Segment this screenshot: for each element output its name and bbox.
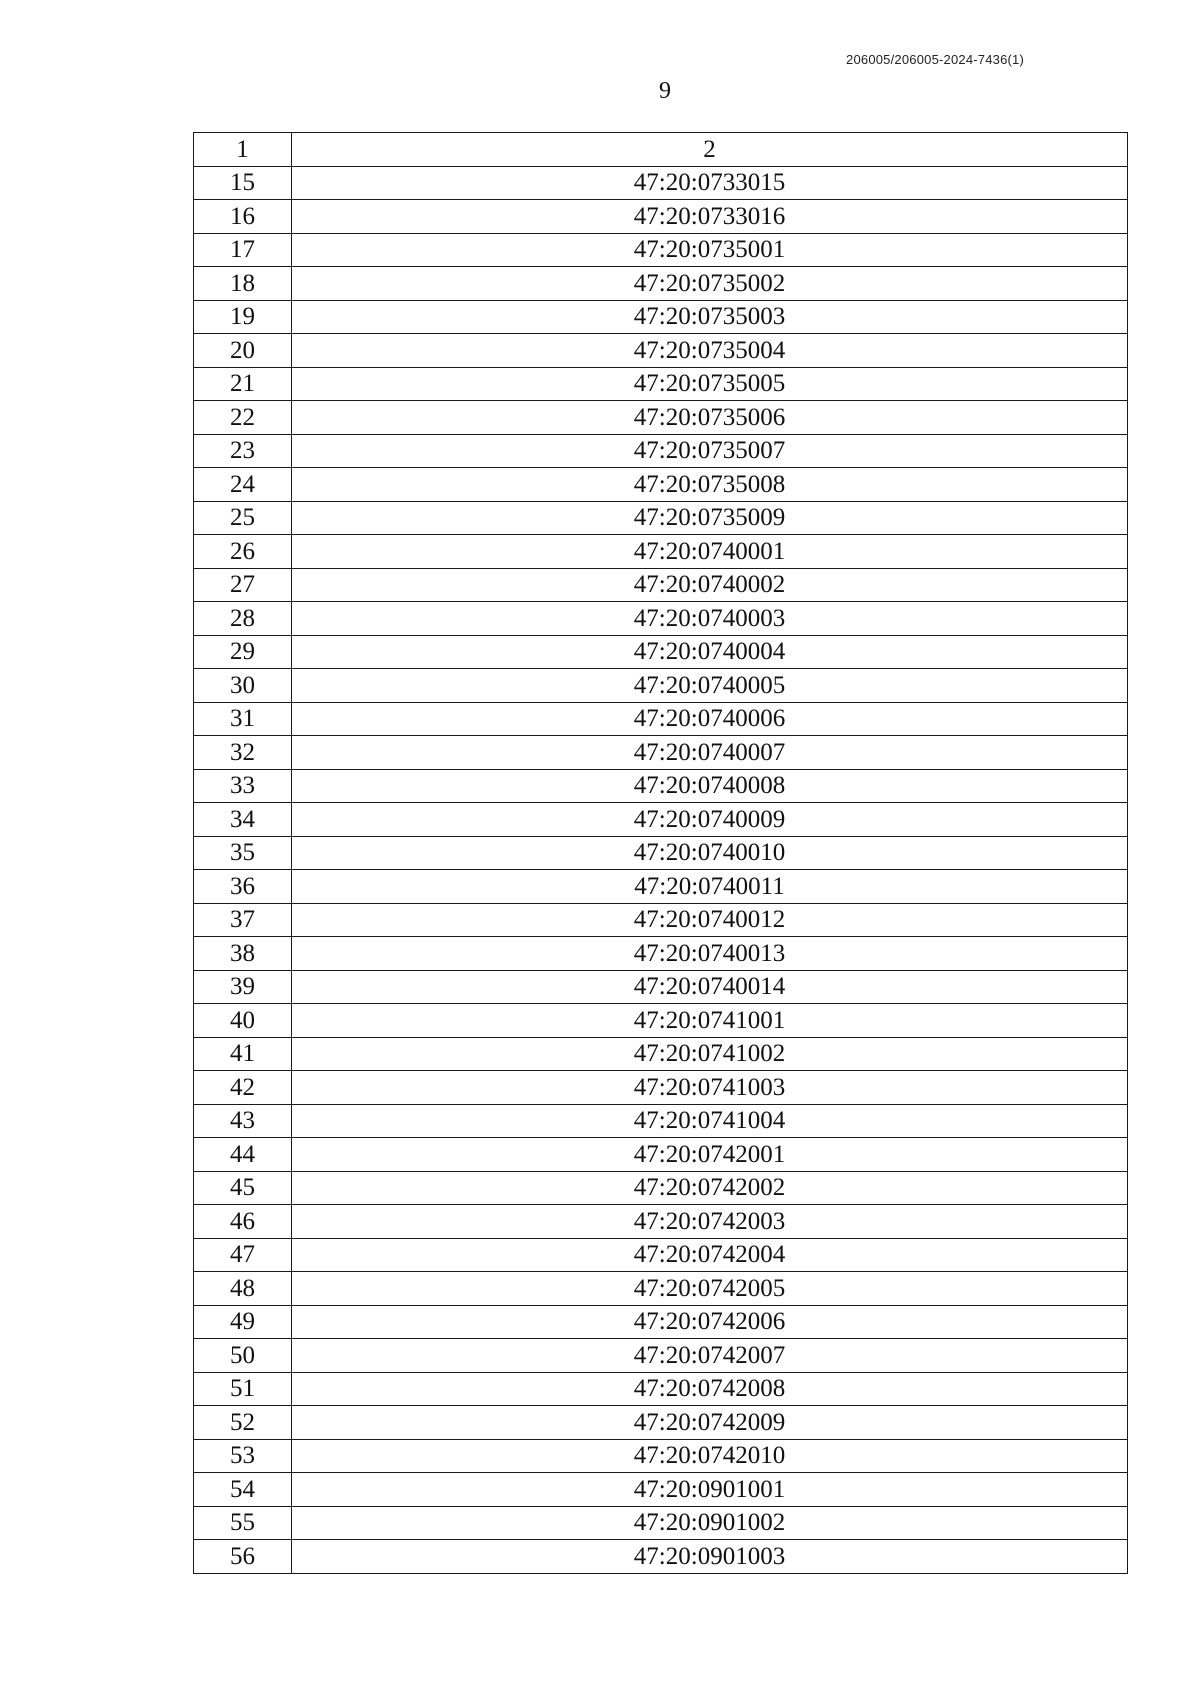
table-row — [194, 367, 1128, 401]
cadastral-number-cell: 47:20:0740014 — [292, 970, 1128, 1004]
cadastral-number-cell: 47:20:0741001 — [292, 1004, 1128, 1038]
cadastral-number-cell: 47:20:0741003 — [292, 1071, 1128, 1105]
cadastral-table-container — [193, 132, 1128, 1574]
row-number-cell: 45 — [194, 1171, 292, 1205]
row-number-cell: 36 — [194, 870, 292, 904]
row-number-cell: 40 — [194, 1004, 292, 1038]
row-number-cell: 30 — [194, 669, 292, 703]
row-number-cell: 35 — [194, 836, 292, 870]
table-row — [194, 434, 1128, 468]
row-number-cell: 49 — [194, 1305, 292, 1339]
cadastral-number-cell: 47:20:0735007 — [292, 434, 1128, 468]
row-number-cell: 22 — [194, 401, 292, 435]
cadastral-number-cell: 47:20:0742007 — [292, 1339, 1128, 1373]
table-row — [194, 233, 1128, 267]
cadastral-number-cell: 47:20:0740003 — [292, 602, 1128, 636]
cadastral-number-cell: 47:20:0733016 — [292, 200, 1128, 234]
cadastral-number-cell: 47:20:0742004 — [292, 1238, 1128, 1272]
cadastral-number-cell: 47:20:0741002 — [292, 1037, 1128, 1071]
cadastral-number-cell: 47:20:0740009 — [292, 803, 1128, 837]
table-row — [194, 334, 1128, 368]
table-header-row — [194, 133, 1128, 167]
cadastral-number-cell: 47:20:0742008 — [292, 1372, 1128, 1406]
cadastral-number-cell: 47:20:0740002 — [292, 568, 1128, 602]
row-number-cell: 32 — [194, 736, 292, 770]
cadastral-number-cell: 47:20:0735006 — [292, 401, 1128, 435]
cadastral-number-cell: 47:20:0733015 — [292, 166, 1128, 200]
row-number-cell: 47 — [194, 1238, 292, 1272]
cadastral-number-cell: 47:20:0735001 — [292, 233, 1128, 267]
row-number-cell: 53 — [194, 1439, 292, 1473]
row-number-cell: 44 — [194, 1138, 292, 1172]
table-row — [194, 1238, 1128, 1272]
column-header: 2 — [292, 133, 1128, 167]
table-row — [194, 568, 1128, 602]
row-number-cell: 15 — [194, 166, 292, 200]
cadastral-number-cell: 47:20:0735009 — [292, 501, 1128, 535]
table-row — [194, 1004, 1128, 1038]
table-row — [194, 903, 1128, 937]
row-number-cell: 50 — [194, 1339, 292, 1373]
table-row — [194, 200, 1128, 234]
row-number-cell: 18 — [194, 267, 292, 301]
table-row — [194, 702, 1128, 736]
cadastral-number-cell: 47:20:0735005 — [292, 367, 1128, 401]
table-row — [194, 602, 1128, 636]
cadastral-number-cell: 47:20:0735002 — [292, 267, 1128, 301]
table-body — [194, 166, 1128, 1573]
row-number-cell: 31 — [194, 702, 292, 736]
row-number-cell: 16 — [194, 200, 292, 234]
cadastral-number-cell: 47:20:0740006 — [292, 702, 1128, 736]
table-row — [194, 1473, 1128, 1507]
table-row — [194, 736, 1128, 770]
table-row — [194, 1138, 1128, 1172]
row-number-cell: 19 — [194, 300, 292, 334]
cadastral-number-cell: 47:20:0740001 — [292, 535, 1128, 569]
table-row — [194, 1272, 1128, 1306]
cadastral-number-cell: 47:20:0740010 — [292, 836, 1128, 870]
cadastral-number-cell: 47:20:0901003 — [292, 1540, 1128, 1574]
table-row — [194, 535, 1128, 569]
cadastral-number-cell: 47:20:0741004 — [292, 1104, 1128, 1138]
row-number-cell: 17 — [194, 233, 292, 267]
table-row — [194, 300, 1128, 334]
row-number-cell: 37 — [194, 903, 292, 937]
cadastral-number-cell: 47:20:0740007 — [292, 736, 1128, 770]
table-row — [194, 1171, 1128, 1205]
table-row — [194, 267, 1128, 301]
cadastral-number-cell: 47:20:0901001 — [292, 1473, 1128, 1507]
table-row — [194, 501, 1128, 535]
table-row — [194, 1540, 1128, 1574]
row-number-cell: 56 — [194, 1540, 292, 1574]
table-row — [194, 970, 1128, 1004]
row-number-cell: 54 — [194, 1473, 292, 1507]
table-row — [194, 1439, 1128, 1473]
cadastral-number-cell: 47:20:0901002 — [292, 1506, 1128, 1540]
row-number-cell: 46 — [194, 1205, 292, 1239]
row-number-cell: 51 — [194, 1372, 292, 1406]
table-row — [194, 870, 1128, 904]
table-row — [194, 1305, 1128, 1339]
row-number-cell: 43 — [194, 1104, 292, 1138]
row-number-cell: 21 — [194, 367, 292, 401]
row-number-cell: 25 — [194, 501, 292, 535]
row-number-cell: 33 — [194, 769, 292, 803]
row-number-cell: 52 — [194, 1406, 292, 1440]
table-row — [194, 1104, 1128, 1138]
table-row — [194, 1506, 1128, 1540]
table-row — [194, 1339, 1128, 1373]
row-number-cell: 28 — [194, 602, 292, 636]
cadastral-number-cell: 47:20:0735008 — [292, 468, 1128, 502]
table-row — [194, 937, 1128, 971]
cadastral-number-cell: 47:20:0742003 — [292, 1205, 1128, 1239]
row-number-cell: 41 — [194, 1037, 292, 1071]
cadastral-number-cell: 47:20:0740011 — [292, 870, 1128, 904]
table-row — [194, 803, 1128, 837]
table-row — [194, 401, 1128, 435]
row-number-cell: 27 — [194, 568, 292, 602]
row-number-cell: 55 — [194, 1506, 292, 1540]
cadastral-number-cell: 47:20:0740013 — [292, 937, 1128, 971]
document-id: 206005/206005-2024-7436(1) — [846, 52, 1024, 67]
cadastral-table — [193, 132, 1128, 1574]
cadastral-number-cell: 47:20:0742006 — [292, 1305, 1128, 1339]
table-row — [194, 1205, 1128, 1239]
table-row — [194, 166, 1128, 200]
row-number-cell: 23 — [194, 434, 292, 468]
row-number-cell: 42 — [194, 1071, 292, 1105]
cadastral-number-cell: 47:20:0735004 — [292, 334, 1128, 368]
row-number-cell: 29 — [194, 635, 292, 669]
row-number-cell: 20 — [194, 334, 292, 368]
cadastral-number-cell: 47:20:0740004 — [292, 635, 1128, 669]
table-row — [194, 1406, 1128, 1440]
table-row — [194, 669, 1128, 703]
row-number-cell: 39 — [194, 970, 292, 1004]
cadastral-number-cell: 47:20:0742001 — [292, 1138, 1128, 1172]
table-row — [194, 1071, 1128, 1105]
cadastral-number-cell: 47:20:0740005 — [292, 669, 1128, 703]
row-number-cell: 34 — [194, 803, 292, 837]
row-number-cell: 48 — [194, 1272, 292, 1306]
row-number-cell: 24 — [194, 468, 292, 502]
column-header: 1 — [194, 133, 292, 167]
table-row — [194, 1372, 1128, 1406]
cadastral-number-cell: 47:20:0742010 — [292, 1439, 1128, 1473]
row-number-cell: 26 — [194, 535, 292, 569]
table-row — [194, 468, 1128, 502]
cadastral-number-cell: 47:20:0742005 — [292, 1272, 1128, 1306]
table-row — [194, 769, 1128, 803]
cadastral-number-cell: 47:20:0735003 — [292, 300, 1128, 334]
cadastral-number-cell: 47:20:0742009 — [292, 1406, 1128, 1440]
table-row — [194, 635, 1128, 669]
table-row — [194, 836, 1128, 870]
page-number: 9 — [659, 78, 671, 104]
cadastral-number-cell: 47:20:0742002 — [292, 1171, 1128, 1205]
row-number-cell: 38 — [194, 937, 292, 971]
table-row — [194, 1037, 1128, 1071]
cadastral-number-cell: 47:20:0740012 — [292, 903, 1128, 937]
cadastral-number-cell: 47:20:0740008 — [292, 769, 1128, 803]
